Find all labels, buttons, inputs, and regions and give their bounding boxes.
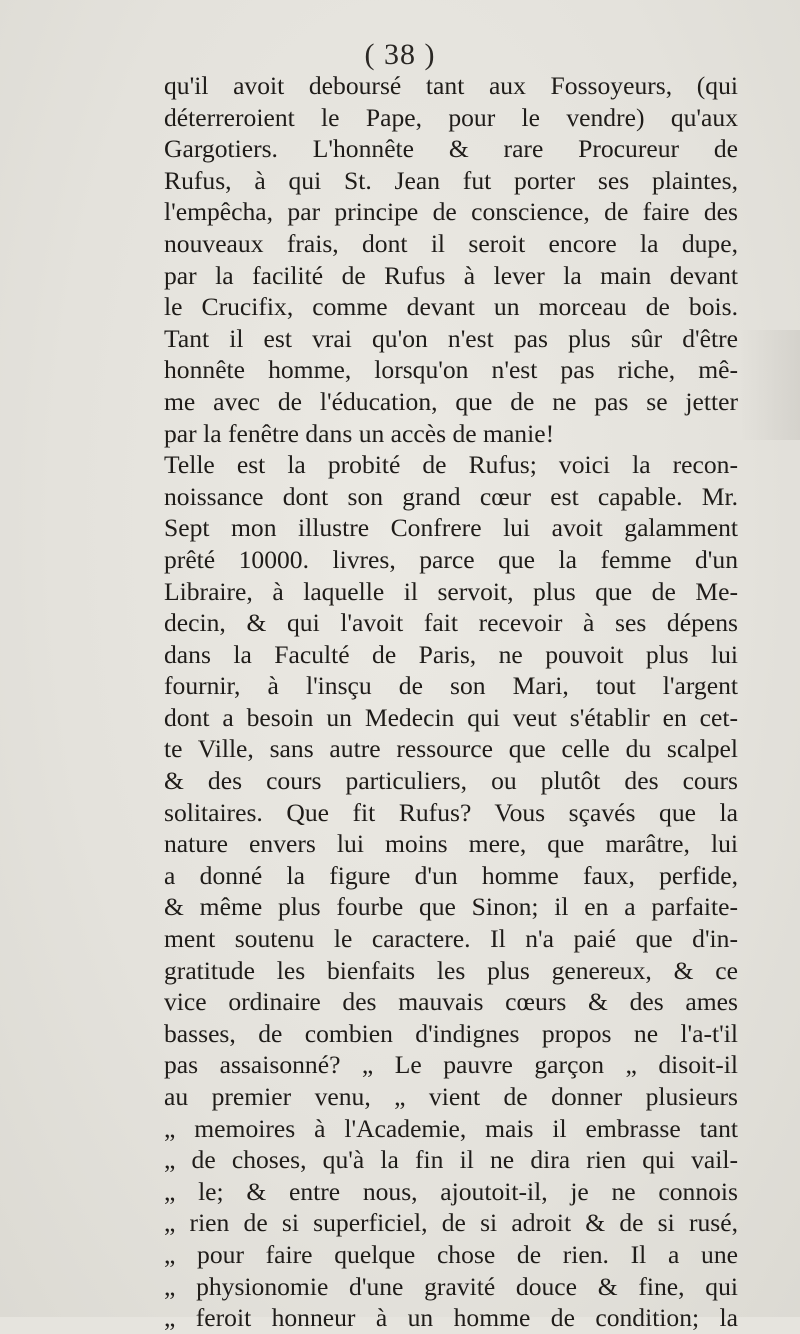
text-line: & des cours particuliers, ou plutôt des cours	[164, 766, 738, 796]
show-through-shadow	[740, 330, 800, 440]
text-line: ment soutenu le caractere. Il n'a paié que d'in-	[164, 924, 738, 954]
text-line: „ feroit honneur à un homme de condition; la	[164, 1303, 738, 1333]
text-line: Rufus, à qui St. Jean fut porter ses plaintes,	[164, 165, 738, 195]
text-line: par la facilité de Rufus à lever la main devant	[164, 260, 738, 290]
text-line: dont a besoin un Medecin qui veut s'établir en cet-	[164, 702, 738, 732]
text-line: dans la Faculté de Paris, ne pouvoit plus lui	[164, 639, 738, 669]
text-line: nature envers lui moins mere, que marâtre, lui	[164, 829, 738, 859]
text-line: a donné la figure d'un homme faux, perfide,	[164, 860, 738, 890]
text-line: solitaires. Que fit Rufus? Vous sçavés que la	[164, 797, 738, 827]
text-line: fournir, à l'insçu de son Mari, tout l'argent	[164, 671, 738, 701]
text-line: Sept mon illustre Confrere lui avoit galamment	[164, 513, 738, 543]
text-line: déterreroient le Pape, pour le vendre) qu'aux	[164, 102, 738, 132]
text-line: & même plus fourbe que Sinon; il en a parfaite-	[164, 892, 738, 922]
text-line: prêté 10000. livres, parce que la femme d'un	[164, 544, 738, 574]
text-line: noissance dont son grand cœur est capable. Mr.	[164, 481, 738, 511]
text-line: „ physionomie d'une gravité douce & fine, qui	[164, 1271, 738, 1301]
text-line: Telle est la probité de Rufus; voici la recon-	[164, 450, 738, 480]
text-line: honnête homme, lorsqu'on n'est pas riche, mê-	[164, 355, 738, 385]
text-line: par la fenêtre dans un accès de manie!	[164, 418, 555, 448]
text-line: „ de choses, qu'à la fin il ne dira rien qui vail-	[164, 1145, 738, 1175]
text-line: nouveaux frais, dont il seroit encore la dupe,	[164, 228, 738, 258]
page-number: ( 38 )	[364, 38, 436, 71]
text-line: „ rien de si superficiel, de si adroit & de si rusé,	[164, 1208, 738, 1238]
text-line: qu'il avoit deboursé tant aux Fossoyeurs, (qui	[164, 71, 738, 100]
text-line: gratitude les bienfaits les plus genereux, & ce	[164, 955, 738, 985]
text-line: pas assaisonné? „ Le pauvre garçon „ disoit-il	[164, 1050, 738, 1080]
text-line: „ pour faire quelque chose de rien. Il a une	[164, 1239, 738, 1269]
text-line: me avec de l'éducation, que de ne pas se jetter	[164, 386, 738, 416]
text-line: Gargotiers. L'honnête & rare Procureur de	[164, 134, 738, 164]
text-line: Tant il est vrai qu'on n'est pas plus sûr d'être	[164, 323, 738, 353]
text-line: Libraire, à laquelle il servoit, plus que de Me-	[164, 576, 738, 606]
text-line: basses, de combien d'indignes propos ne l'a-t'il	[164, 1018, 738, 1048]
text-line: au premier venu, „ vient de donner plusieurs	[164, 1082, 738, 1111]
text-line: le Crucifix, comme devant un morceau de bois.	[164, 292, 738, 322]
text-line: „ le; & entre nous, ajoutoit-il, je ne connois	[164, 1176, 738, 1206]
text-line: l'empêcha, par principe de conscience, de faire des	[164, 197, 738, 227]
text-line: vice ordinaire des mauvais cœurs & des ames	[164, 987, 738, 1017]
body-text	[164, 70, 738, 1334]
text-line: „ memoires à l'Academie, mais il embrasse tant	[164, 1113, 738, 1143]
text-line: decin, & qui l'avoit fait recevoir à ses dépens	[164, 608, 738, 638]
text-line: te Ville, sans autre ressource que celle du scalpel	[164, 734, 738, 764]
